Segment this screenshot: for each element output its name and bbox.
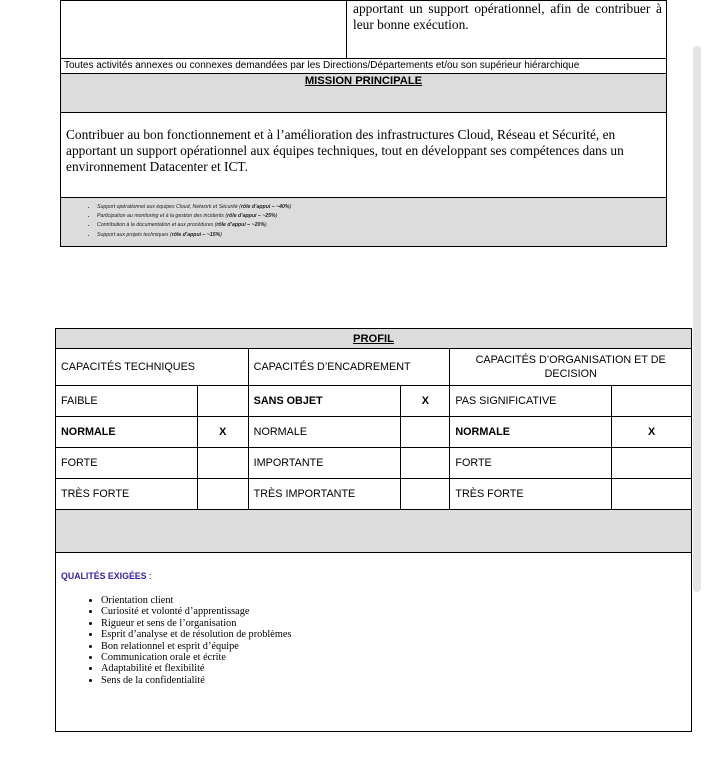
level-mark — [612, 386, 692, 417]
level-label: PAS SIGNIFICATIVE — [450, 386, 612, 417]
mission-tasks-list — [65, 203, 662, 240]
level-mark — [612, 448, 692, 479]
table-row — [56, 417, 692, 448]
list-item: • Participation au monitoring et à la gestion des incidents (rôle d’appui – ~25%) — [97, 212, 662, 221]
profile-spacer-row — [56, 510, 692, 553]
level-mark — [197, 448, 248, 479]
qualities-title: QUALITÉS EXIGÉES : — [61, 571, 152, 581]
level-label: FORTE — [450, 448, 612, 479]
table-row — [56, 479, 692, 510]
list-item: • Bon relationnel et esprit d’équipe — [101, 641, 686, 652]
list-item: • Orientation client — [101, 595, 686, 606]
mission-tasks-cell — [61, 198, 667, 247]
col-technical-capacities: CAPACITÉS TECHNIQUES — [56, 349, 249, 386]
level-mark — [401, 448, 450, 479]
top-left-cell — [61, 1, 347, 59]
level-label: NORMALE — [56, 417, 198, 448]
level-mark — [612, 479, 692, 510]
level-mark — [401, 479, 450, 510]
level-mark: X — [401, 386, 450, 417]
mission-table — [60, 0, 667, 247]
list-item: • Contribution à la documentation et aux procédures (rôle d’appui – ~20%) — [97, 221, 662, 230]
list-item: • Communication orale et écrite — [101, 652, 686, 663]
list-item: • Adaptabilité et flexibilité — [101, 663, 686, 674]
level-label: NORMALE — [248, 417, 401, 448]
annex-activities-cell — [61, 59, 667, 74]
level-label: FAIBLE — [56, 386, 198, 417]
annex-activities-text: Toutes activités annexes ou connexes demandées par les Directions/Départements et/ou son supérieur hiérarchique — [64, 60, 580, 71]
col-organization-capacities: CAPACITÉS D’ORGANISATION ET DE DECISION — [450, 349, 692, 386]
table-row — [56, 386, 692, 417]
level-mark — [197, 479, 248, 510]
table-row — [56, 448, 692, 479]
list-item: • Sens de la confidentialité — [101, 675, 686, 686]
list-item: • Rigueur et sens de l’organisation — [101, 618, 686, 629]
level-label: IMPORTANTE — [248, 448, 401, 479]
mission-description-cell — [61, 113, 667, 198]
col-management-capacities: CAPACITÉS D’ENCADREMENT — [248, 349, 450, 386]
activity-text: apportant un support opérationnel, afin de contribuer à leur bonne exécution. — [353, 1, 662, 32]
level-label: TRÈS FORTE — [56, 479, 198, 510]
level-mark: X — [612, 417, 692, 448]
profile-table — [55, 328, 692, 732]
level-label: NORMALE — [450, 417, 612, 448]
vertical-scrollbar[interactable] — [693, 46, 701, 592]
level-label: SANS OBJET — [248, 386, 401, 417]
qualities-cell — [56, 553, 692, 732]
mission-header — [61, 74, 667, 113]
level-label: TRÈS FORTE — [450, 479, 612, 510]
level-mark — [197, 386, 248, 417]
mission-description: Contribuer au bon fonctionnement et à l’amélioration des infrastructures Cloud, Réseau et Sécurité, en apportant un support opérationnel aux équipes techniques, tout en développant ses compétences dans un environnement Datacenter et ICT. — [66, 127, 624, 174]
level-mark — [401, 417, 450, 448]
level-label: FORTE — [56, 448, 198, 479]
level-label: TRÈS IMPORTANTE — [248, 479, 401, 510]
list-item: • Support aux projets techniques (rôle d’appui – ~15%) — [97, 231, 662, 240]
profile-title: PROFIL — [352, 332, 395, 345]
mission-title: MISSION PRINCIPALE — [304, 75, 423, 87]
list-item: • Support opérationnel aux équipes Cloud, Network et Sécurité (rôle d’appui – ~40%) — [97, 203, 662, 212]
list-item: • Curiosité et volonté d’apprentissage — [101, 606, 686, 617]
list-item: • Esprit d’analyse et de résolution de problèmes — [101, 629, 686, 640]
level-mark: X — [197, 417, 248, 448]
top-right-cell — [347, 1, 667, 59]
qualities-list — [61, 595, 686, 686]
profile-header — [56, 329, 692, 349]
